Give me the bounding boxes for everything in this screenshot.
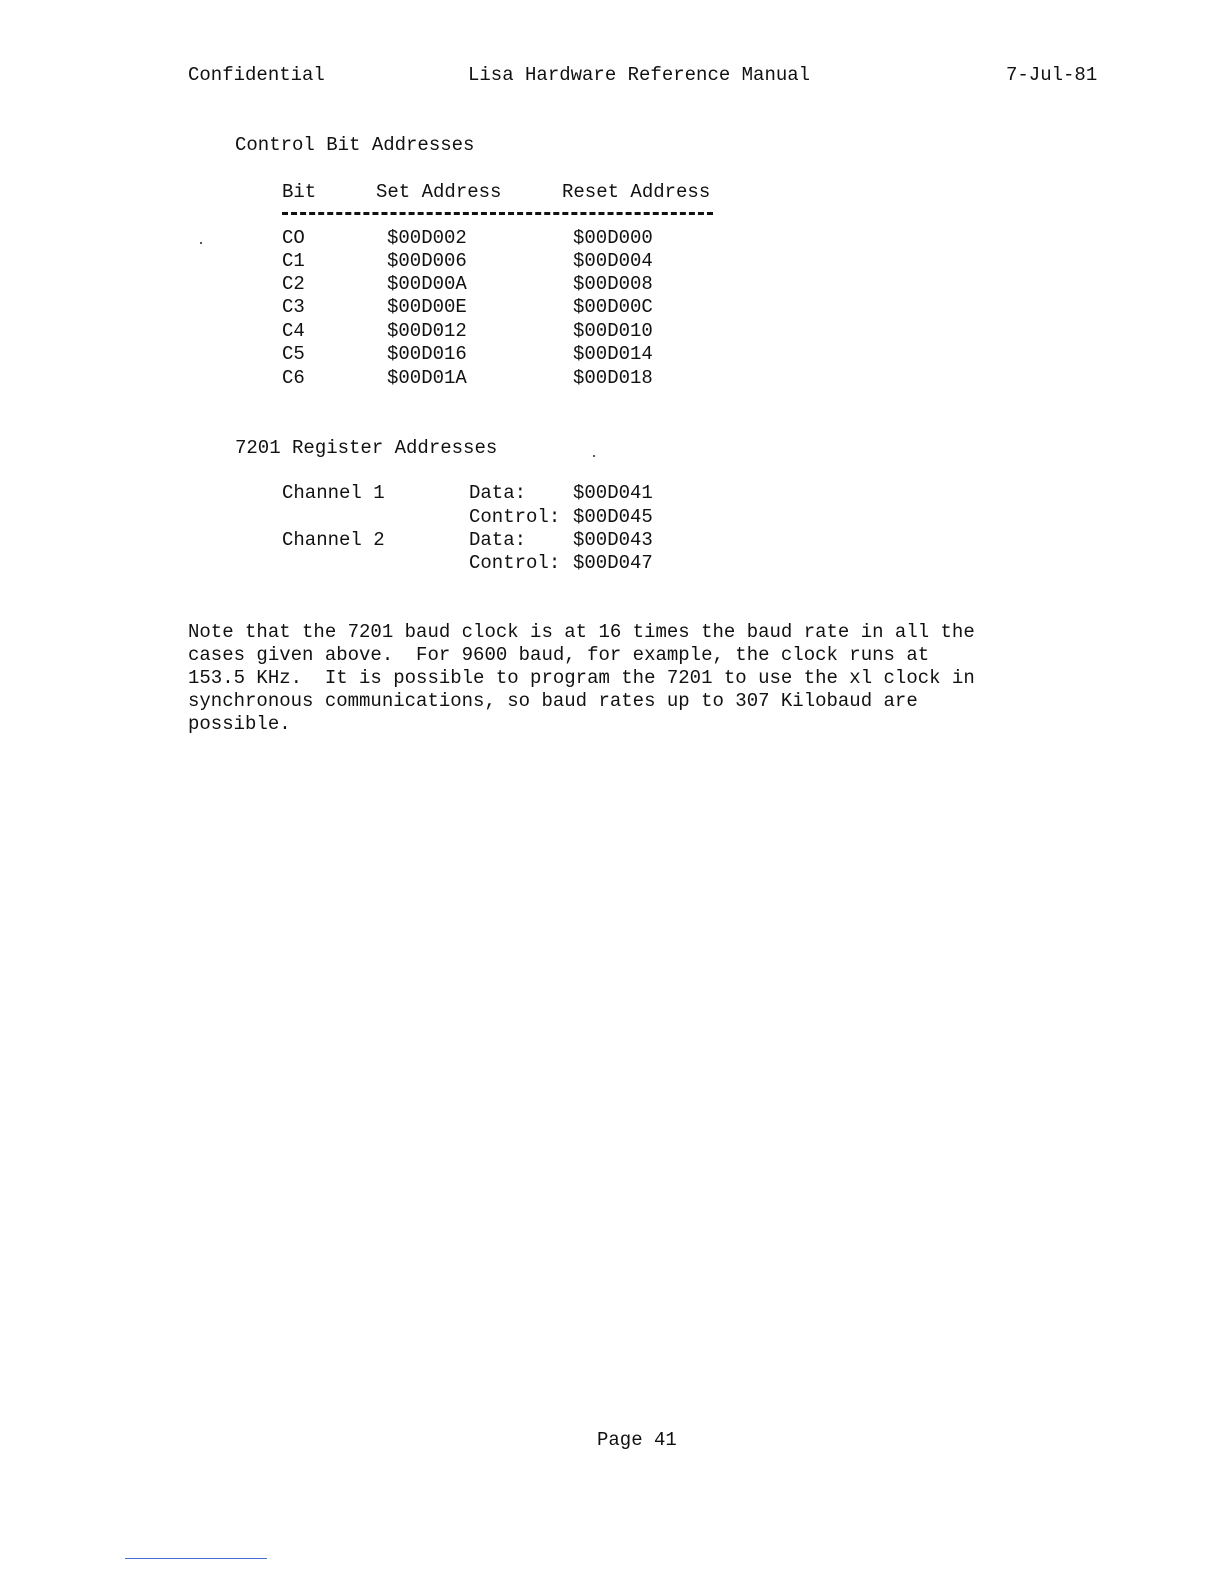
reset-address-cell: $00D000 [573,227,653,249]
scan-speck [200,242,202,244]
header-confidential: Confidential [188,64,325,86]
bit-cell: C2 [282,273,305,295]
channel-1-data-label: Data: [469,482,527,504]
table-row [282,296,782,319]
page-number: Page 41 [597,1429,677,1451]
column-header-bit: Bit [282,181,317,203]
channel-1-control-address: $00D045 [573,506,653,528]
note-paragraph [188,621,1008,736]
note-line: Note that the 7201 baud clock is at 16 times the baud rate in all the [188,621,975,643]
scan-artifact-line [125,1558,267,1559]
bit-cell: C1 [282,250,305,272]
channel-2-control-address: $00D047 [573,552,653,574]
set-address-cell: $00D00E [387,296,467,318]
note-line: cases given above. For 9600 baud, for example, the clock runs at [188,644,930,666]
header-date: 7-Jul-81 [1006,64,1098,86]
reset-address-cell: $00D018 [573,367,653,389]
channel-1-data-address: $00D041 [573,482,653,504]
register-section-title: 7201 Register Addresses [235,437,498,459]
table-row [282,227,782,250]
set-address-cell: $00D012 [387,320,467,342]
set-address-cell: $00D01A [387,367,467,389]
note-line: 153.5 KHz. It is possible to program the 7201 to use the xl clock in [188,667,975,689]
set-address-cell: $00D006 [387,250,467,272]
reset-address-cell: $00D00C [573,296,653,318]
table-row [282,343,782,366]
table-row [282,320,782,343]
column-header-reset-address: Reset Address [562,181,711,203]
control-bit-section-title: Control Bit Addresses [235,134,475,156]
set-address-cell: $00D002 [387,227,467,249]
channel-1-label: Channel 1 [282,482,385,504]
bit-cell: C3 [282,296,305,318]
reset-address-cell: $00D004 [573,250,653,272]
channel-2-control-label: Control: [469,552,561,574]
bit-cell: C5 [282,343,305,365]
channel-2-data-address: $00D043 [573,529,653,551]
table-row [282,367,782,390]
header-title: Lisa Hardware Reference Manual [468,64,811,86]
table-row [282,273,782,296]
set-address-cell: $00D016 [387,343,467,365]
channel-2-label: Channel 2 [282,529,385,551]
table-header-rule [282,212,713,215]
channel-2-data-label: Data: [469,529,527,551]
note-line: synchronous communications, so baud rates up to 307 Kilobaud are [188,690,918,712]
channel-1-control-label: Control: [469,506,561,528]
set-address-cell: $00D00A [387,273,467,295]
table-row [282,250,782,273]
reset-address-cell: $00D010 [573,320,653,342]
reset-address-cell: $00D008 [573,273,653,295]
note-line: possible. [188,713,291,735]
scan-speck [593,455,595,457]
reset-address-cell: $00D014 [573,343,653,365]
bit-cell: C6 [282,367,305,389]
bit-cell: CO [282,227,305,249]
bit-cell: C4 [282,320,305,342]
column-header-set-address: Set Address [376,181,502,203]
